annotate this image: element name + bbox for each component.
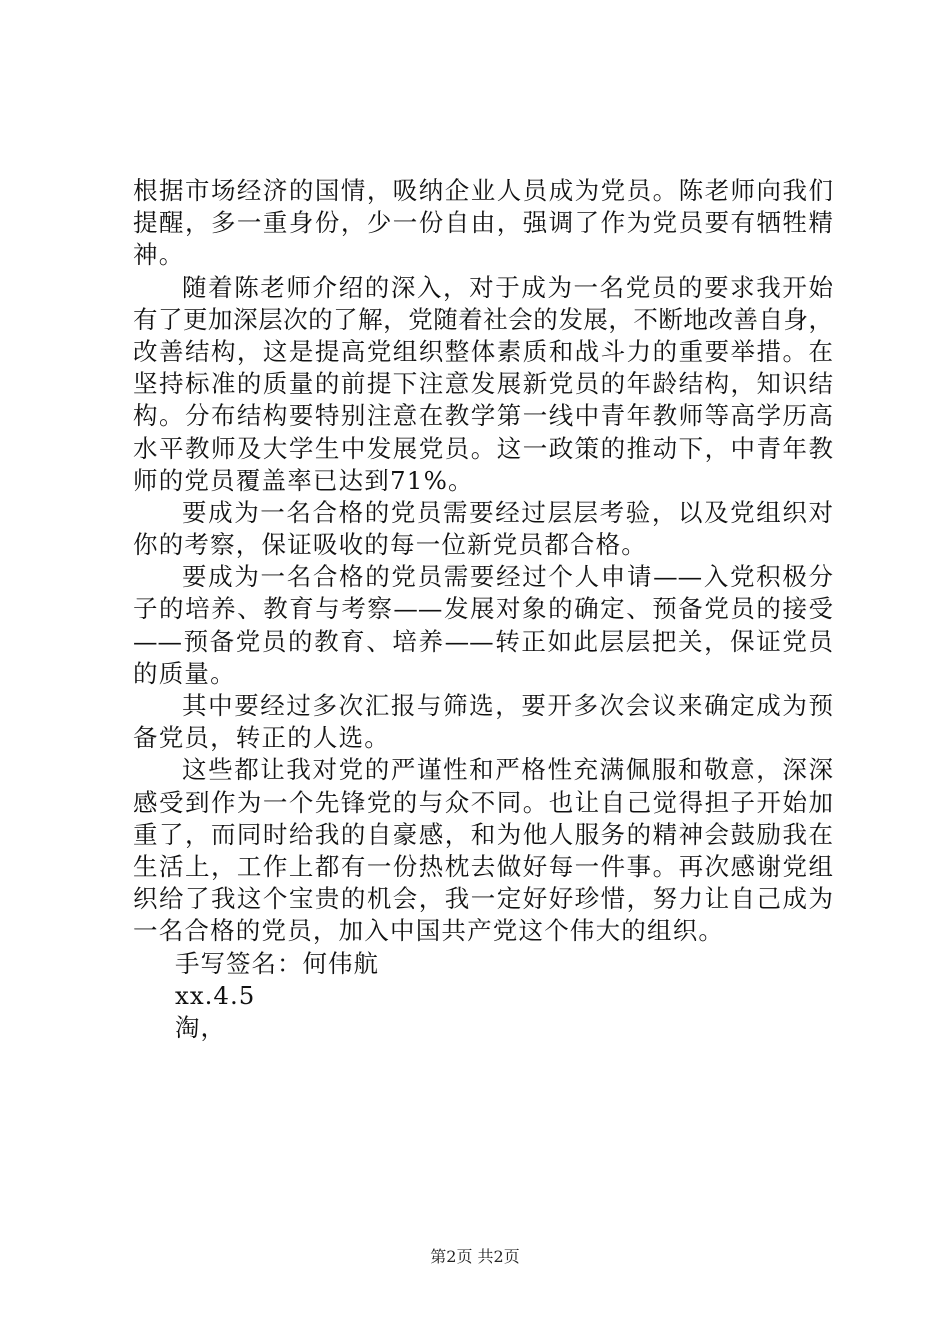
text-line: 改善结构，这是提高党组织整体素质和战斗力的重要举措。在 — [133, 336, 833, 366]
text-line: 备党员，转正的人选。 — [133, 723, 390, 753]
text-line: 坚持标准的质量的前提下注意发展新党员的年龄结构，知识结 — [133, 369, 833, 399]
text-line: 神。 — [133, 240, 185, 270]
signature-block — [133, 948, 833, 1045]
page-number-footer: 第2页 共2页 — [430, 1247, 520, 1266]
text-line: 提醒，多一重身份，少一份自由，强调了作为党员要有牺牲精 — [133, 208, 833, 238]
text-line: 要成为一名合格的党员需要经过个人申请——入党积极分 — [182, 562, 833, 592]
paragraph — [133, 272, 833, 497]
document-body — [133, 175, 833, 1044]
text-line: 有了更加深层次的了解，党随着社会的发展，不断地改善自身， — [133, 304, 833, 334]
signature-extra: 淘， — [175, 1012, 226, 1042]
paragraph — [133, 175, 833, 272]
signature-label: 手写签名：何伟航 — [175, 948, 379, 978]
text-line: 织给了我这个宝贵的机会，我一定好好珍惜，努力让自己成为 — [133, 884, 833, 914]
text-line: 要成为一名合格的党员需要经过层层考验，以及党组织对 — [182, 497, 833, 527]
text-line: 你的考察，保证吸收的每一位新党员都合格。 — [133, 530, 647, 560]
text-line: 子的培养、教育与考察——发展对象的确定、预备党员的接受 — [133, 594, 833, 624]
text-line: 根据市场经济的国情，吸纳企业人员成为党员。陈老师向我们 — [133, 176, 833, 205]
paragraph — [133, 754, 833, 947]
text-line: 感受到作为一个先锋党的与众不同。也让自己觉得担子开始加 — [133, 787, 833, 817]
text-line: 这些都让我对党的严谨性和严格性充满佩服和敬意，深深 — [182, 755, 833, 785]
text-line: 的质量。 — [133, 658, 236, 688]
text-line: ——预备党员的教育、培养——转正如此层层把关，保证党员 — [133, 626, 833, 656]
text-line: 其中要经过多次汇报与筛选，要开多次会议来确定成为预 — [182, 691, 833, 720]
text-line: 师的党员覆盖率已达到71%。 — [133, 465, 474, 495]
text-line: 水平教师及大学生中发展党员。这一政策的推动下，中青年教 — [133, 433, 833, 463]
text-line: 重了，而同时给我的自豪感，和为他人服务的精神会鼓励我在 — [133, 819, 833, 849]
text-line: 生活上，工作上都有一份热枕去做好每一件事。再次感谢党组 — [133, 851, 833, 881]
text-line: 随着陈老师介绍的深入，对于成为一名党员的要求我开始 — [182, 272, 833, 302]
paragraph — [133, 561, 833, 690]
signature-date: xx.4.5 — [175, 980, 256, 1010]
paragraph — [133, 690, 833, 754]
text-line: 一名合格的党员，加入中国共产党这个伟大的组织。 — [133, 916, 725, 946]
text-line: 构。分布结构要特别注意在教学第一线中青年教师等高学历高 — [133, 401, 833, 431]
paragraph — [133, 497, 833, 561]
